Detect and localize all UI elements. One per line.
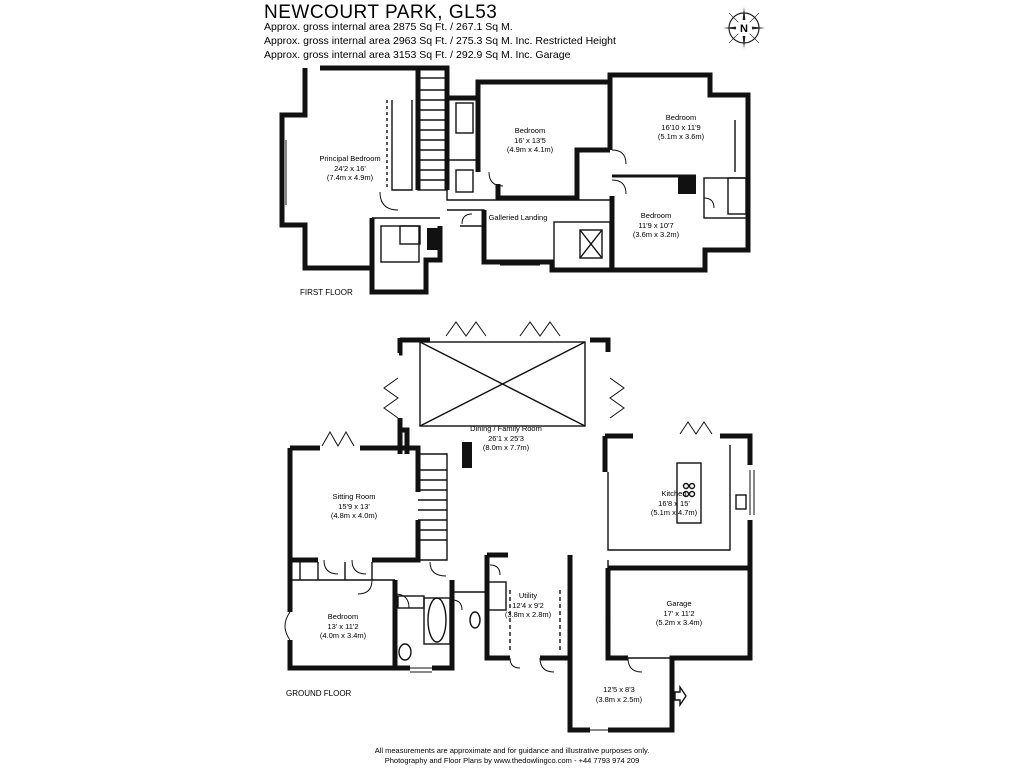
ground-floor-label: GROUND FLOOR [286, 689, 352, 698]
room-utility [505, 591, 551, 620]
room-store [596, 685, 642, 704]
room-metric: (5.1m x 3.6m) [657, 132, 705, 141]
room-dining-family [470, 424, 542, 453]
room-size: 11'9 x 10'7 [638, 220, 674, 230]
disclaimer-line-1: All measurements are approximate and for guidance and illustrative purposes only. [374, 746, 650, 755]
room-metric: (8.0m x 7.7m) [482, 443, 530, 452]
room-name: Galleried Landing [488, 213, 548, 222]
room-metric: (5.2m x 3.4m) [655, 618, 703, 627]
room-name: Utility [518, 591, 538, 600]
room-metric: (3.8m x 2.5m) [595, 694, 643, 704]
room-size: 16' x 13'5 [514, 135, 546, 145]
disclaimer-line-2: Photography and Floor Plans by www.thedowlingco.com - +44 7793 974 209 [384, 756, 640, 765]
room-size: 12'4 x 9'2 [512, 600, 544, 610]
room-bedroom-2 [507, 126, 553, 155]
room-metric: (4.8m x 4.0m) [330, 511, 378, 520]
room-metric: (4.0m x 3.4m) [319, 631, 367, 640]
room-metric: (7.4m x 4.9m) [326, 173, 374, 182]
first-floor-label: FIRST FLOOR [300, 288, 353, 297]
room-metric: (3.8m x 2.8m) [504, 610, 552, 619]
room-sitting [331, 492, 377, 521]
room-metric: (4.9m x 4.1m) [506, 145, 554, 154]
room-size: 12'5 x 8'3 [603, 685, 635, 694]
room-name: Bedroom [327, 612, 359, 621]
room-size: 16'8 x 15' [658, 498, 690, 508]
room-name: Principal Bedroom [319, 154, 381, 163]
room-metric: (3.6m x 3.2m) [632, 230, 680, 239]
area-line-3: Approx. gross internal area 3153 Sq Ft. / 292.9 Sq M. Inc. Garage [264, 49, 571, 61]
room-size: 13' x 11'2 [327, 621, 359, 631]
room-name: Bedroom [665, 113, 697, 122]
room-name: Garage [666, 599, 692, 608]
area-line-1: Approx. gross internal area 2875 Sq Ft. / 267.1 Sq M. [264, 21, 513, 33]
room-name: Sitting Room [332, 492, 376, 501]
room-galleried-landing [489, 213, 548, 223]
room-principal-bedroom [319, 154, 380, 183]
room-name: Dining / Family Room [470, 424, 542, 433]
room-size: 26'1 x 25'3 [488, 433, 524, 443]
room-bedroom-3 [658, 113, 704, 142]
area-line-2: Approx. gross internal area 2963 Sq Ft. / 275.3 Sq M. Inc. Restricted Height [264, 35, 616, 47]
room-bedroom-4 [633, 211, 679, 240]
room-size: 15'9 x 13' [338, 501, 370, 511]
room-size: 24'2 x 16' [334, 163, 366, 173]
compass-letter: N [740, 23, 748, 35]
room-name: Bedroom [640, 211, 672, 220]
room-kitchen [651, 489, 697, 518]
room-bedroom-ground [320, 612, 366, 641]
room-metric: (5.1m x 4.7m) [650, 508, 698, 517]
room-garage [656, 599, 702, 628]
room-name: Bedroom [514, 126, 546, 135]
room-name: Kitchen [661, 489, 687, 498]
room-size: 16'10 x 11'9 [661, 122, 701, 132]
room-size: 17' x 11'2 [663, 608, 695, 618]
page-title: NEWCOURT PARK, GL53 [264, 2, 498, 23]
